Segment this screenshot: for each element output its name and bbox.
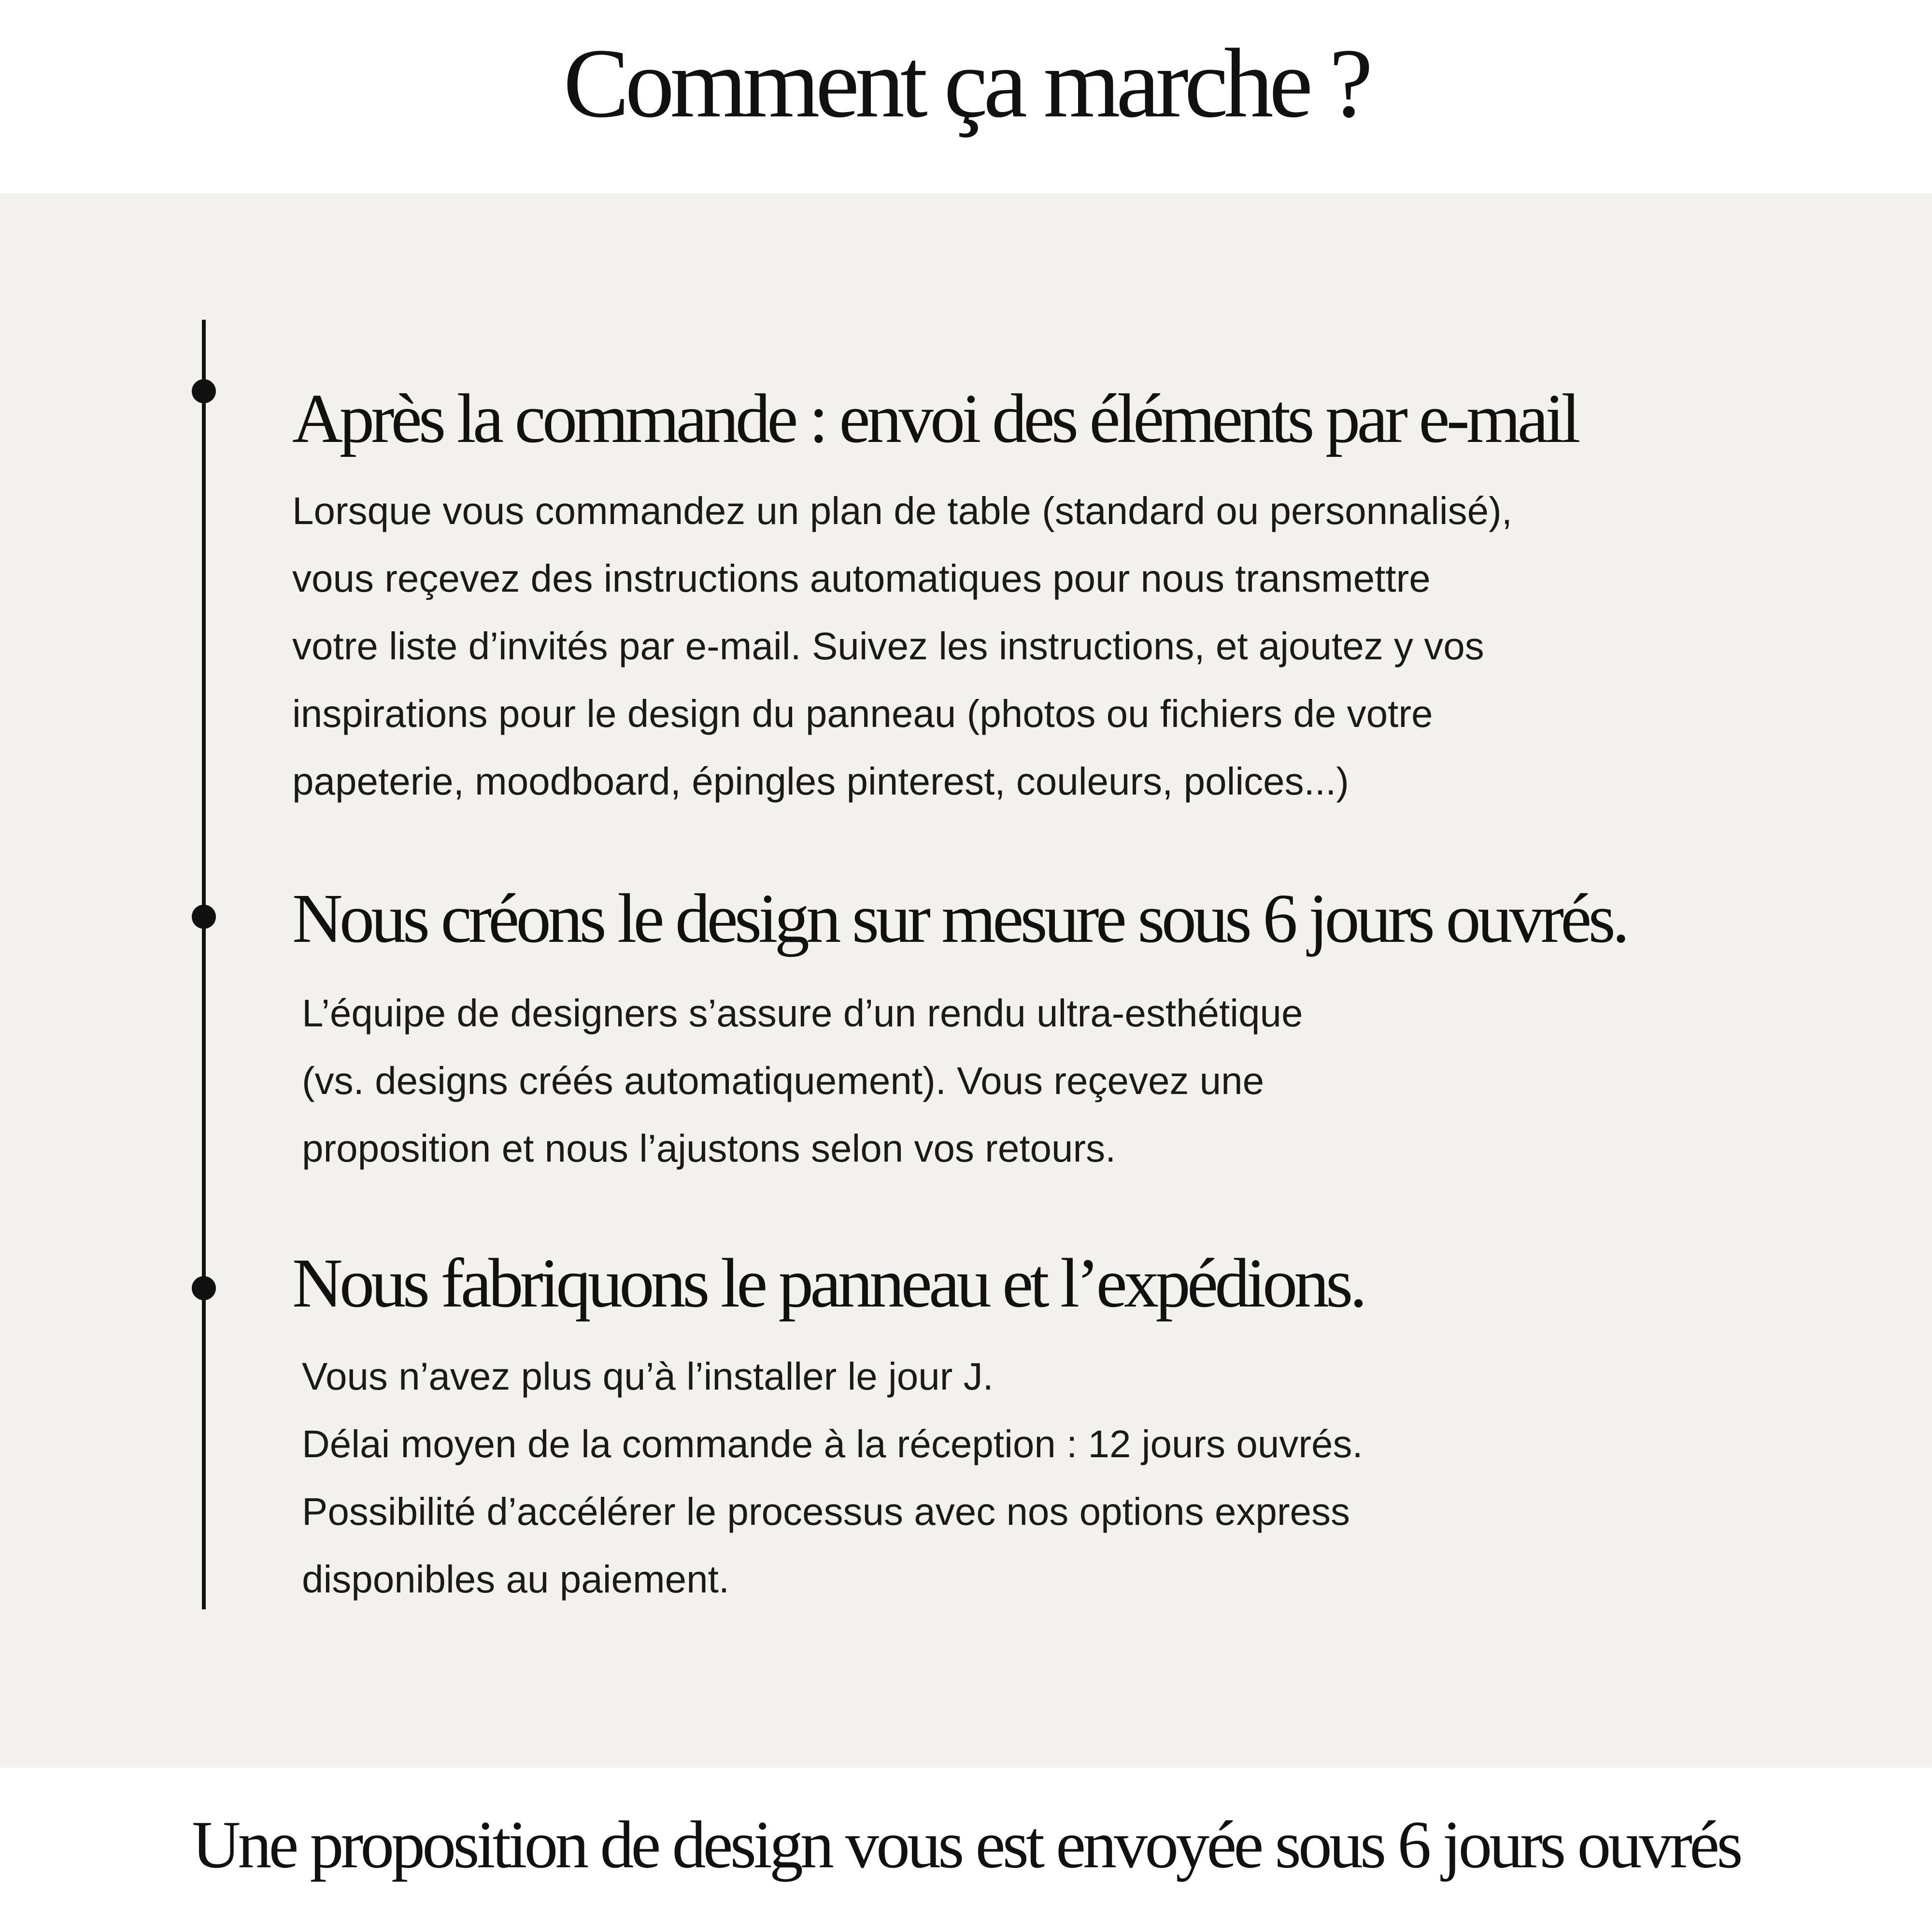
step-3-line: Possibilité d’accélérer le processus avec nos options express (302, 1490, 1350, 1533)
step-1-line: vous reçevez des instructions automatiques pour nous transmettre (292, 557, 1431, 600)
step-1-line: papeterie, moodboard, épingles pinterest, couleurs, polices...) (292, 760, 1349, 803)
footer-note: Une proposition de design vous est envoyée sous 6 jours ouvrés (192, 1807, 1740, 1882)
page-title: Comment ça marche ? (563, 28, 1369, 138)
step-3-line: Vous n’avez plus qu’à l’installer le jour J. (302, 1355, 994, 1398)
step-1-line: votre liste d’invités par e-mail. Suivez les instructions, et ajoutez y vos (292, 625, 1484, 668)
step-1-line: Lorsque vous commandez un plan de table (standard ou personnalisé), (292, 489, 1513, 532)
timeline-dot-1 (192, 379, 216, 403)
step-1-line: inspirations pour le design du panneau (photos ou fichiers de votre (292, 692, 1433, 735)
step-2-heading: Nous créons le design sur mesure sous 6 jours ouvrés. (292, 880, 1627, 957)
step-2-line: proposition et nous l’ajustons selon vos retours. (302, 1127, 1116, 1170)
step-2-line: (vs. designs créés automatiquement). Vous reçevez une (302, 1059, 1264, 1102)
step-3-line: disponibles au paiement. (302, 1558, 730, 1601)
step-3-heading: Nous fabriquons le panneau et l’expédions. (292, 1245, 1364, 1322)
timeline-dot-3 (192, 1276, 216, 1300)
step-3-body (302, 1343, 1363, 1613)
step-2-line: L’équipe de designers s’assure d’un rendu ultra-esthétique (302, 992, 1303, 1035)
timeline-line (202, 320, 206, 1609)
step-1-heading: Après la commande : envoi des éléments par e-mail (292, 380, 1577, 457)
step-1-body (292, 477, 1512, 815)
step-2-body (302, 980, 1303, 1182)
step-3-line: Délai moyen de la commande à la réception : 12 jours ouvrés. (302, 1422, 1363, 1465)
timeline-dot-2 (192, 905, 216, 929)
